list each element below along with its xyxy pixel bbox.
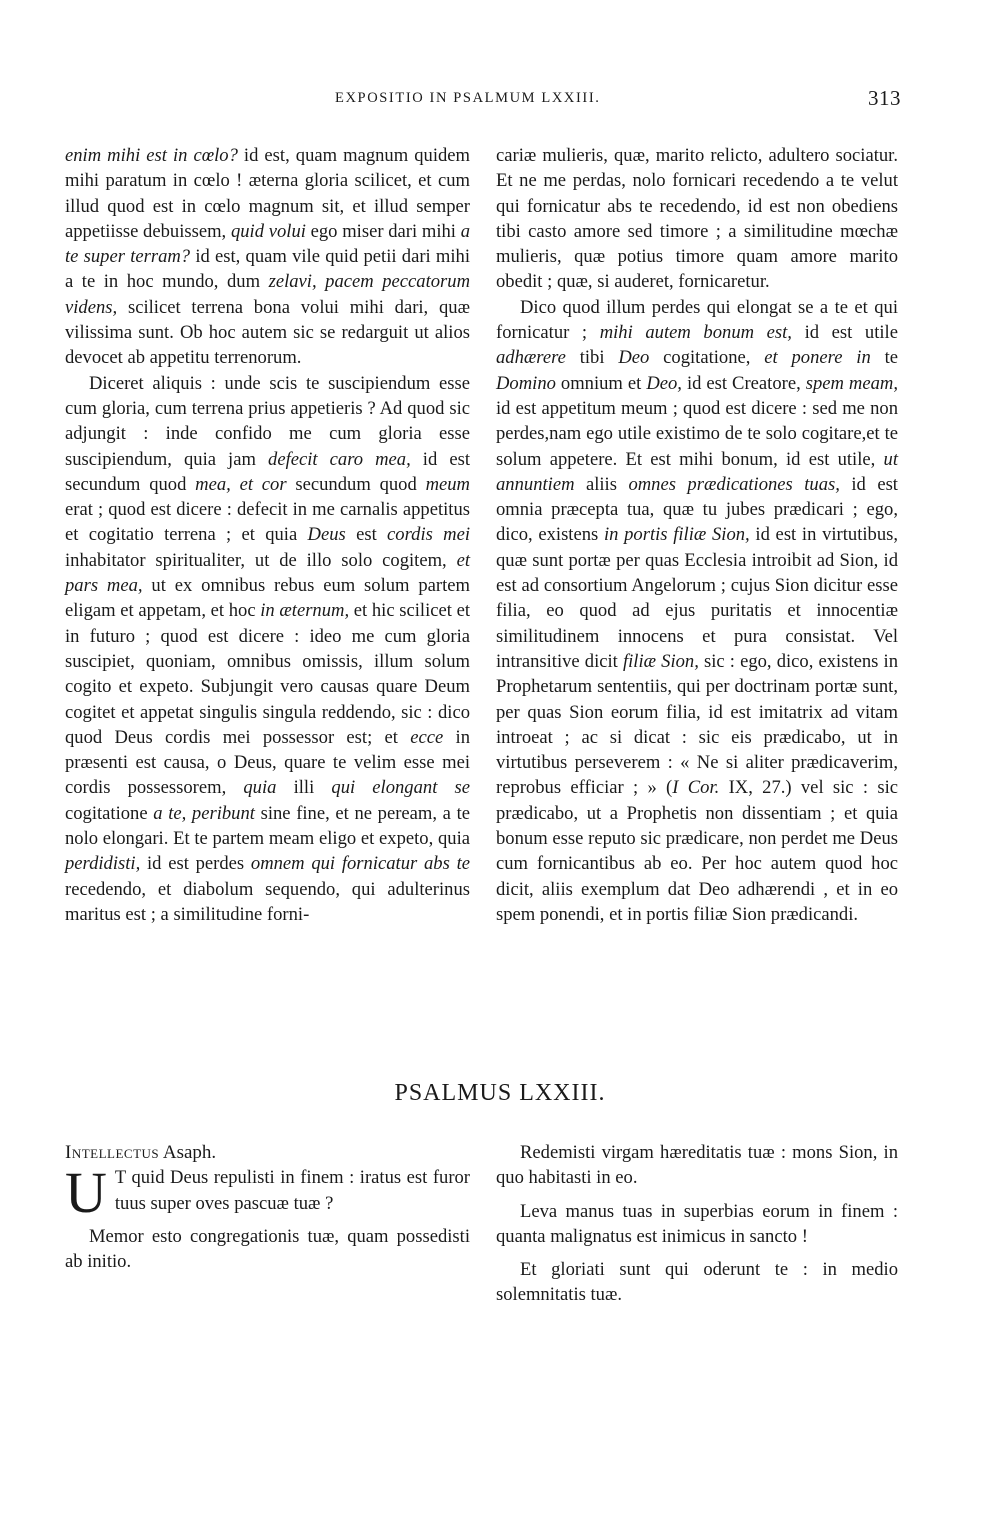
text-run: id est appetitum meum ; quod est dicere : sed me non perdes,nam ego utile existimo de te solo cogitare,et te solum appetere. Et est mihi bonum, id est utile,: [496, 397, 898, 470]
italic-phrase: Domino: [496, 372, 556, 394]
drop-cap: U: [65, 1160, 107, 1226]
text-run: cogitatione,: [649, 347, 765, 369]
text-run: et hic scilicet et in futuro ; quod est dicere : ideo me cum gloria suscipiet, quoniam, omnibus omissis, illum solum cogito et expeto. Subjungit vero causas quare Deum cogitet et appetat singulis singula reddendo, sic : dico quod Deus cordis mei possessor est; et: [65, 600, 470, 748]
verse-4: Leva manus tuas in superbias eorum in finem : quanta malignatus est inimicus in sancto !: [496, 1200, 898, 1247]
italic-phrase: mea, et cor: [195, 473, 287, 495]
text-run: est: [345, 524, 388, 546]
italic-phrase: cordis mei: [387, 524, 470, 546]
text-run: scilicet terrena bona volui mihi dari, quæ vilissima sunt. Ob hoc autem sic se redarguit ut alios devocet ab appetitu terrenorum.: [65, 296, 470, 369]
psalm-left-column: [65, 1140, 470, 1274]
left-paragraph-1: [65, 143, 470, 371]
text-run: inhabitator spiritualiter, ut de illo solo cogitem,: [65, 549, 457, 571]
verse-5: Et gloriati sunt qui oderunt te : in medio solemnitatis tuæ.: [496, 1259, 898, 1306]
text-run: id est omnia præcepta tua, quæ tu jubes prædicari ; ego, dico, existens: [496, 473, 898, 546]
italic-phrase: Deo: [618, 347, 650, 369]
text-run: id est perdes: [140, 853, 251, 875]
verse-2: Memor esto congregationis tuæ, quam possedisti ab initio.: [65, 1225, 470, 1273]
right-paragraph-1: cariæ mulieris, quæ, marito relicto, adultero sociatur. Et ne me perdas, nolo fornicari recedendo a te velut qui fornicatur abs te recedendo, id est non obediens tibi casto amore sed timore ; a similitudine mœchæ mulieris, quæ potius timore quam amore marito obedit ; quæ, si auderet, fornicaretur.: [496, 145, 898, 293]
spacer: [65, 1216, 470, 1224]
text-run: aliis: [574, 473, 629, 495]
intellectus-name: Asaph.: [159, 1142, 217, 1163]
text-run: id est in virtutibus, quæ sunt portæ per quas Ecclesia introibit ad Sion, id est ad consortium Angelorum ; cujus Sion dicitur esse filia, eo quod ad ejus puritatis et innocentiæ similitudinem innocens et pura consistat. Vel intransitive dicit: [496, 524, 898, 672]
text-run: erat ; quod est dicere : defecit in me carnalis appetitus et cogitatio terrena ; et quia: [65, 499, 470, 546]
text-run: te: [870, 347, 898, 369]
text-run: id est utile: [791, 322, 898, 344]
italic-phrase: qui elongant se: [331, 777, 470, 799]
text-run: id est secundum quod: [65, 448, 470, 495]
page-number: 313: [868, 86, 901, 110]
text-run: ut ex omnibus rebus eum solum partem eligam et appetam, et hoc: [65, 575, 470, 622]
italic-phrase: mihi autem bonum est,: [599, 322, 792, 344]
text-run: id est Creatore,: [681, 372, 806, 394]
intellectus-line: [65, 1140, 470, 1165]
italic-phrase: perdidisti,: [65, 853, 141, 875]
text-run: omnium et: [555, 372, 647, 394]
text-run: id est, quam vile quid petii dari mihi a te in hoc mundo, dum: [65, 246, 470, 293]
italic-phrase: adhærere: [496, 347, 566, 369]
psalm-right-column: [496, 1140, 898, 1308]
italic-phrase: et ponere in: [764, 347, 871, 369]
text-run: recedendo, et diabolum sequendo, qui adulterinus maritus est ; a similitudine forni-: [65, 878, 470, 925]
spacer: [496, 1191, 898, 1199]
text-run: secundum quod: [286, 473, 426, 495]
verse-1: [65, 1160, 470, 1226]
italic-phrase: in portis filiæ Sion,: [603, 524, 750, 546]
italic-phrase: quid volui: [230, 220, 306, 242]
italic-phrase: zelavi, pacem peccatorum videns,: [65, 271, 470, 318]
text-run: Dico quod illum perdes qui elongat se a te et qui fornicatur ;: [496, 296, 898, 344]
italic-phrase: omnem qui fornicatur abs te: [250, 853, 470, 875]
italic-phrase: filiæ Sion,: [622, 650, 699, 672]
text-run: id est, quam magnum quidem mihi paratum in cœlo ! æterna gloria scilicet, et cum illud quod est in cœlo magnum sit, et illud semper appetiisse debuissem,: [65, 145, 470, 242]
running-header: [0, 86, 1000, 116]
left-column: [65, 143, 470, 927]
running-title: EXPOSITIO IN PSALMUM LXXIII.: [335, 90, 601, 106]
text-run: sine fine, et ne peream, a te nolo elongari. Et te partem meam eligo et expeto, quia: [65, 802, 471, 850]
italic-phrase: defecit caro mea,: [268, 448, 411, 470]
right-paragraph-2: [496, 295, 898, 927]
italic-phrase: ecce: [410, 726, 444, 748]
italic-phrase: I Cor.: [672, 777, 720, 799]
text-run: tibi: [565, 347, 619, 369]
italic-phrase: quia: [243, 777, 277, 799]
text-run: in præsenti est causa, o Deus, quare te velim esse mei cordis possessorem,: [65, 726, 470, 799]
italic-phrase: a te super terram?: [65, 220, 471, 268]
text-run: IX, 27.) vel sic : sic prædicabo, ut a Prophetis non dissentiam ; et quia bonum esse reputo sic prædicare, non perdet me Deus cum fornicantibus ab eo. Per hoc autem quod hoc dicit, aliis exemplum dat Deo adhærendi , et in eo spem ponendi, et in portis filiæ Sion prædicandi.: [496, 777, 898, 925]
verse-1-text: T quid Deus repulisti in finem : iratus est furor tuus super oves pascuæ tuæ ?: [114, 1167, 470, 1214]
text-run: ego miser dari mihi: [305, 220, 461, 242]
italic-phrase: et pars mea,: [65, 549, 470, 597]
italic-phrase: ut annuntiem: [496, 448, 898, 495]
text-run: illi: [276, 777, 332, 799]
verse-3: Redemisti virgam hæreditatis tuæ : mons Sion, in quo habitasti in eo.: [496, 1142, 898, 1189]
italic-phrase: enim mihi est in cœlo?: [65, 145, 238, 166]
psalm-title: PSALMUS LXXIII.: [394, 1080, 606, 1106]
text-run: cogitatione: [65, 802, 154, 824]
italic-phrase: spem meam,: [805, 372, 898, 394]
italic-phrase: meum: [425, 473, 470, 495]
italic-phrase: Deus: [307, 524, 346, 546]
italic-phrase: Deo,: [646, 372, 682, 394]
intellectus-label: Intellectus: [65, 1142, 160, 1163]
right-column: [496, 143, 898, 927]
text-run: sic : ego, dico, existens in Prophetarum sententiis, qui per doctrinam portæ sunt, per quas Sion eorum filia, id est imitatrix ad vitam introeat ; ac si dicat : sic eis prædicabo, ut in virtutibus perseverem : « Ne si aliter prædicaverim, reprobus efficiar ; » (: [496, 650, 899, 799]
text-run: Diceret aliquis : unde scis te suscipiendum esse cum gloria, cum terrena prius appetieris ? Ad quod sic adjungit : inde confido me cum gloria esse suscipiendum, quia jam: [65, 372, 470, 470]
spacer: [496, 1249, 898, 1257]
left-paragraph-2: [65, 371, 470, 928]
italic-phrase: a te, peribunt: [153, 802, 255, 824]
italic-phrase: omnes prædicationes tuas,: [628, 473, 840, 495]
italic-phrase: in æternum,: [260, 600, 350, 622]
